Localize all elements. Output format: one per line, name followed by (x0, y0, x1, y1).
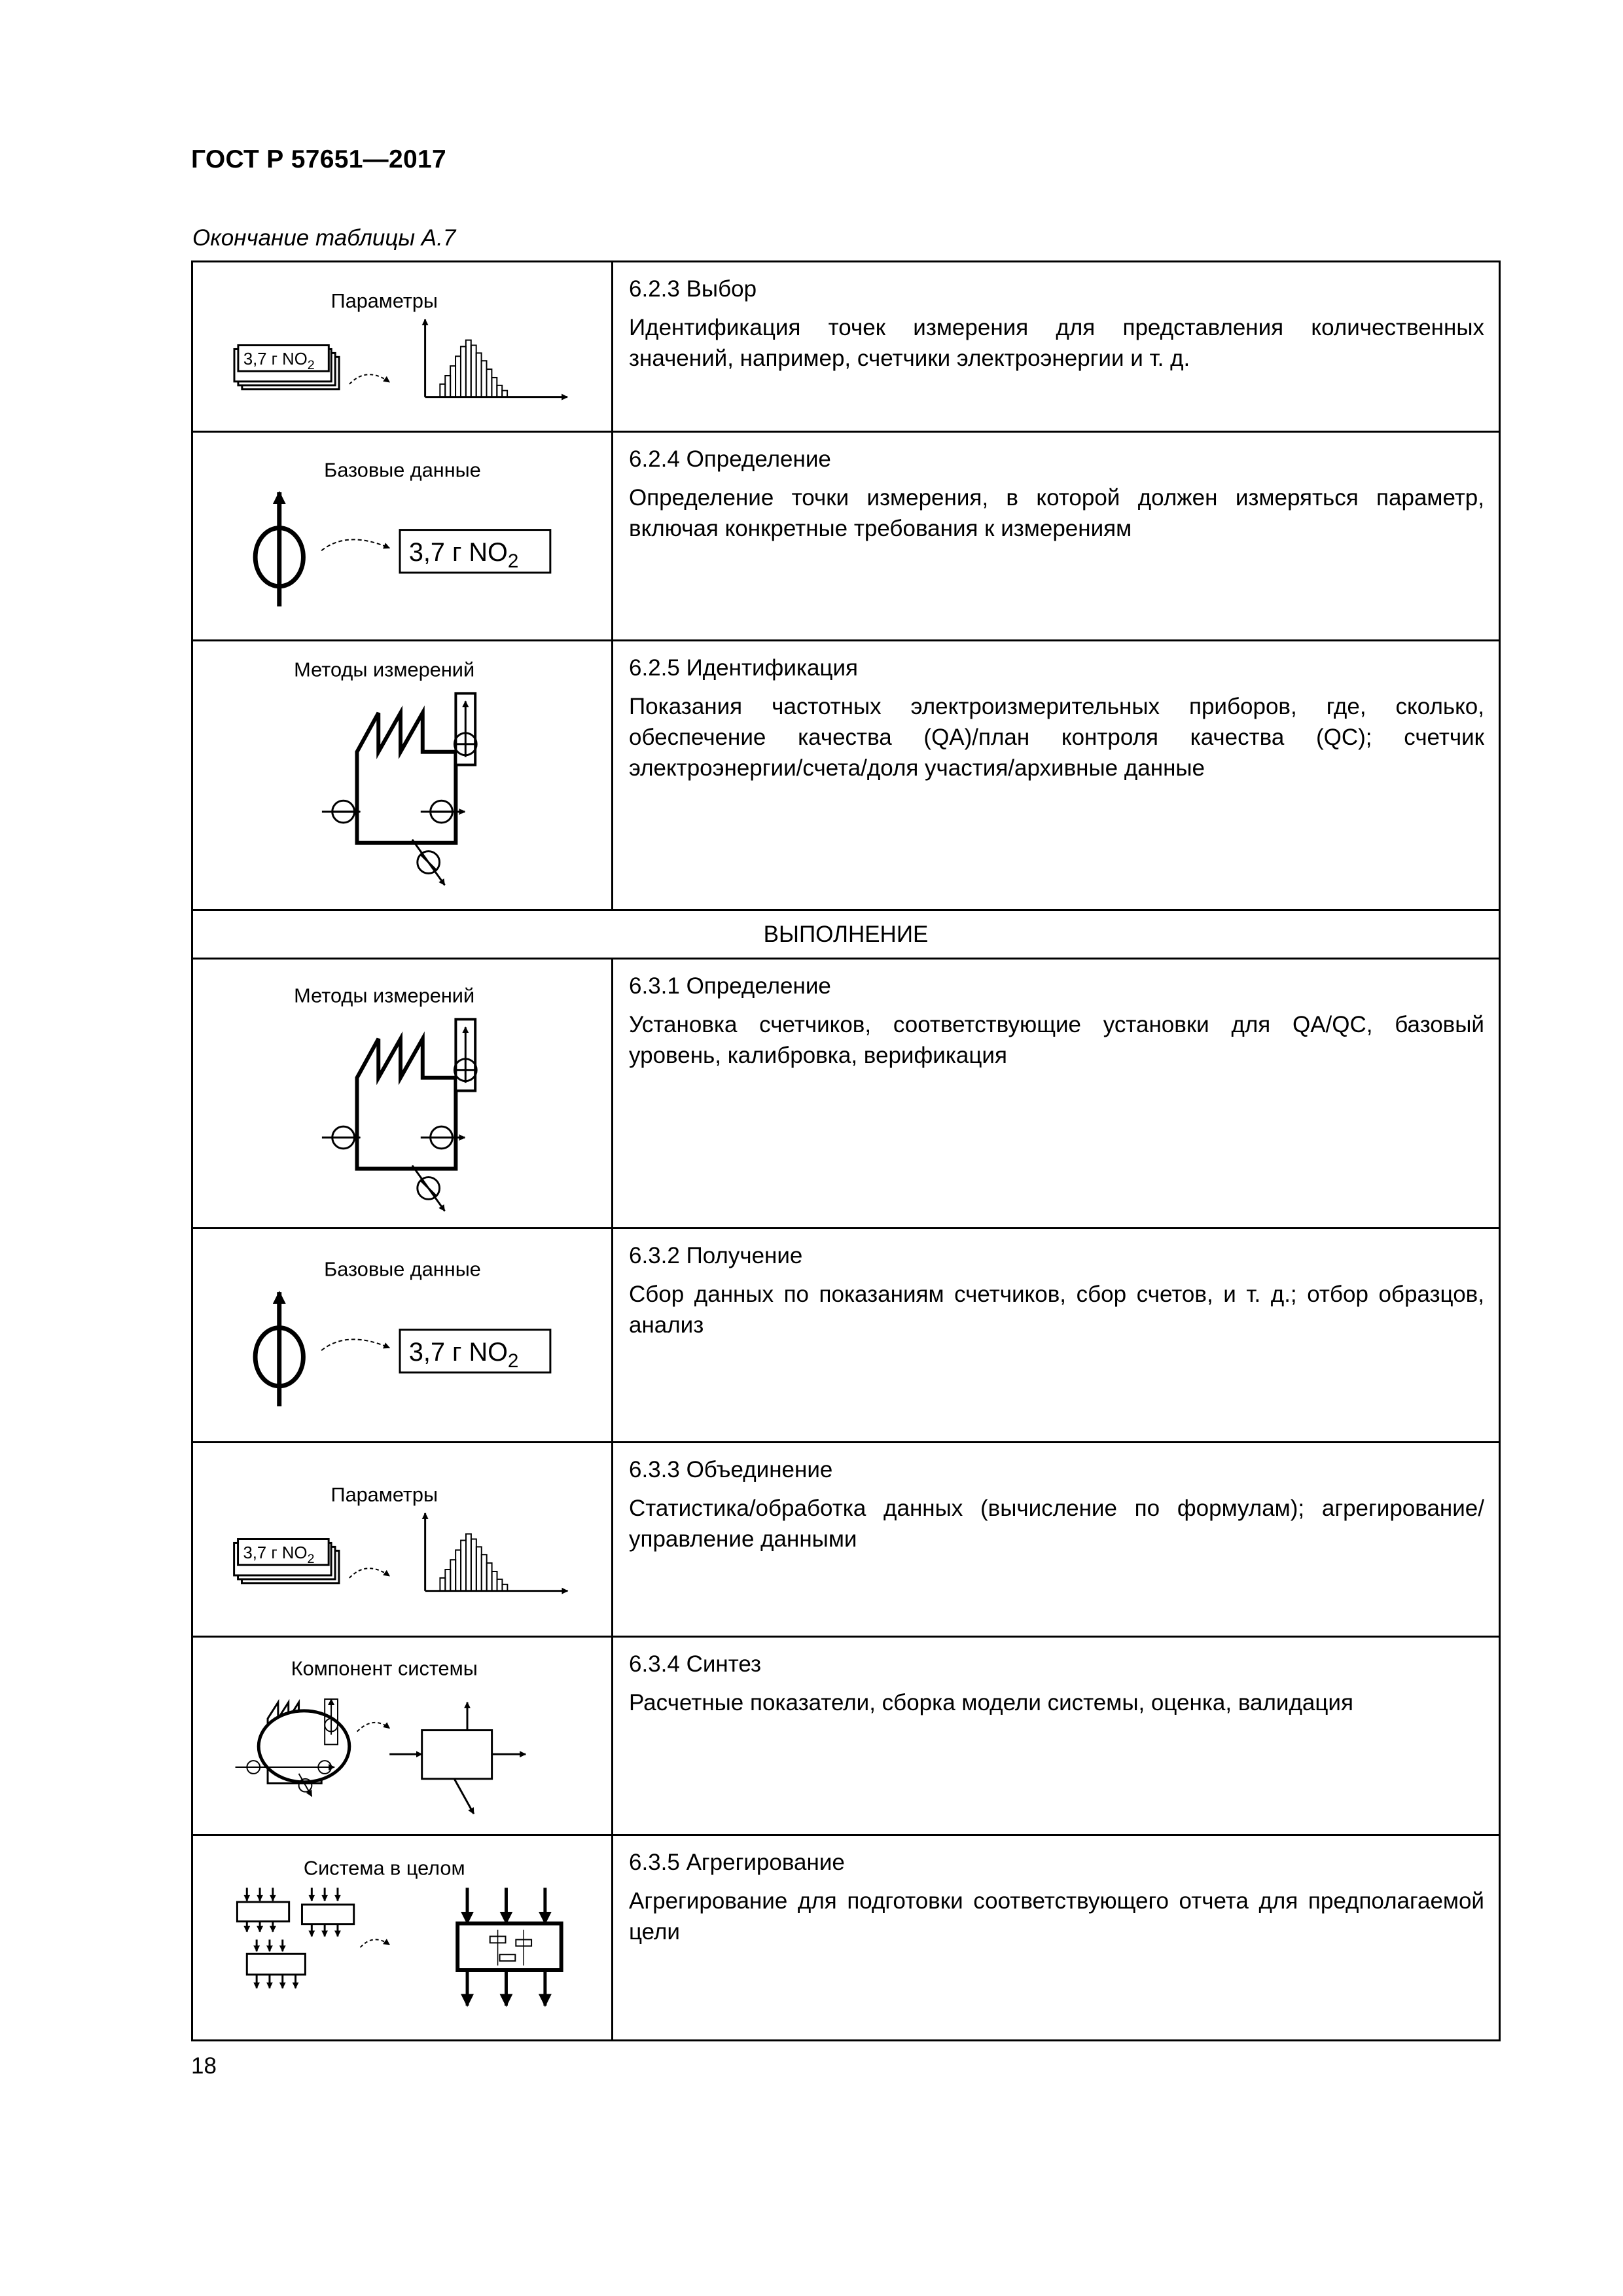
figure-label: Компонент системы (291, 1657, 478, 1680)
page-number: 18 (191, 2053, 217, 2079)
figure-cell (192, 959, 613, 1229)
measurement-methods-figure (193, 960, 611, 1227)
figure-value: 3,7 г $NO_2$ (243, 1544, 315, 1567)
figure-cell (192, 432, 613, 641)
figure-value: 3,7 г $NO_2$ (408, 1338, 519, 1372)
description-cell (613, 1229, 1500, 1443)
table-a7 (191, 260, 1501, 2041)
figure-value: 3,7 г $NO_2$ (243, 350, 315, 373)
parameters-figure (193, 1443, 611, 1636)
figure-label: Методы измерений (294, 658, 475, 681)
whole-system-figure (193, 1836, 611, 2039)
base-data-figure (193, 1229, 611, 1441)
section-description: Сбор данных по показаниям счетчиков, сбор счетов, и т. д.; отбор образцов, анализ (629, 1282, 1484, 1338)
table-row (192, 262, 1500, 432)
figure-label: Система в целом (303, 1856, 465, 1880)
section-heading: ВЫПОЛНЕНИЕ (192, 910, 1500, 959)
measurement-methods-figure (193, 641, 611, 909)
description-cell (613, 1637, 1500, 1835)
section-description: Статистика/обработка данных (вычисление по формулам); агрегирование/управление данными (629, 1496, 1484, 1552)
section-title: 6.3.2 Получение (629, 1243, 803, 1268)
figure-label: Параметры (330, 290, 438, 313)
figure-label: Методы измерений (294, 984, 475, 1007)
base-data-figure (193, 433, 611, 639)
description-cell (613, 1835, 1500, 2041)
section-description: Агрегирование для подготовки соответствующего отчета для предполагаемой цели (629, 1888, 1484, 1945)
section-description: Показания частотных электроизмерительных приборов, где, сколько, обеспечение качества (QA)/план контроля качества (QC); счетчик электроэнергии/счета/доля участия/архивные данные (629, 694, 1484, 781)
system-component-figure (193, 1638, 611, 1834)
description-cell (613, 641, 1500, 910)
table-row (192, 641, 1500, 910)
figure-cell (192, 262, 613, 432)
figure-cell (192, 1229, 613, 1443)
section-title: 6.3.4 Синтез (629, 1651, 762, 1677)
section-description: Расчетные показатели, сборка модели системы, оценка, валидация (629, 1690, 1353, 1715)
table-row (192, 1835, 1500, 2041)
figure-cell (192, 1835, 613, 2041)
figure-value: 3,7 г $NO_2$ (408, 538, 519, 573)
figure-cell (192, 1637, 613, 1835)
description-cell (613, 1443, 1500, 1637)
table-row (192, 959, 1500, 1229)
section-title: 6.2.5 Идентификация (629, 655, 858, 681)
section-title: 6.3.1 Определение (629, 973, 831, 999)
table-row (192, 1229, 1500, 1443)
section-title: 6.3.3 Объединение (629, 1457, 833, 1482)
description-cell (613, 262, 1500, 432)
parameters-figure (193, 262, 611, 431)
description-cell (613, 432, 1500, 641)
table-row (192, 1637, 1500, 1835)
document-header: ГОСТ Р 57651—2017 (191, 145, 446, 173)
table-caption: Окончание таблицы А.7 (192, 225, 456, 251)
section-title: 6.2.4 Определение (629, 446, 831, 472)
figure-label: Базовые данные (324, 458, 481, 482)
figure-cell (192, 1443, 613, 1637)
section-title: 6.3.5 Агрегирование (629, 1850, 845, 1875)
figure-cell (192, 641, 613, 910)
table-section-row (192, 910, 1500, 959)
section-description: Идентификация точек измерения для представления количественных значений, например, счетчики электроэнергии и т. д. (629, 315, 1484, 371)
table-row (192, 432, 1500, 641)
table-row (192, 1443, 1500, 1637)
figure-label: Базовые данные (324, 1257, 481, 1281)
description-cell (613, 959, 1500, 1229)
section-description: Определение точки измерения, в которой должен измеряться параметр, включая конкретные требования к измерениям (629, 485, 1484, 541)
section-title: 6.2.3 Выбор (629, 276, 757, 302)
figure-label: Параметры (330, 1483, 438, 1507)
section-description: Установка счетчиков, соответствующие установки для QA/QC, базовый уровень, калибровка, верификация (629, 1012, 1484, 1068)
